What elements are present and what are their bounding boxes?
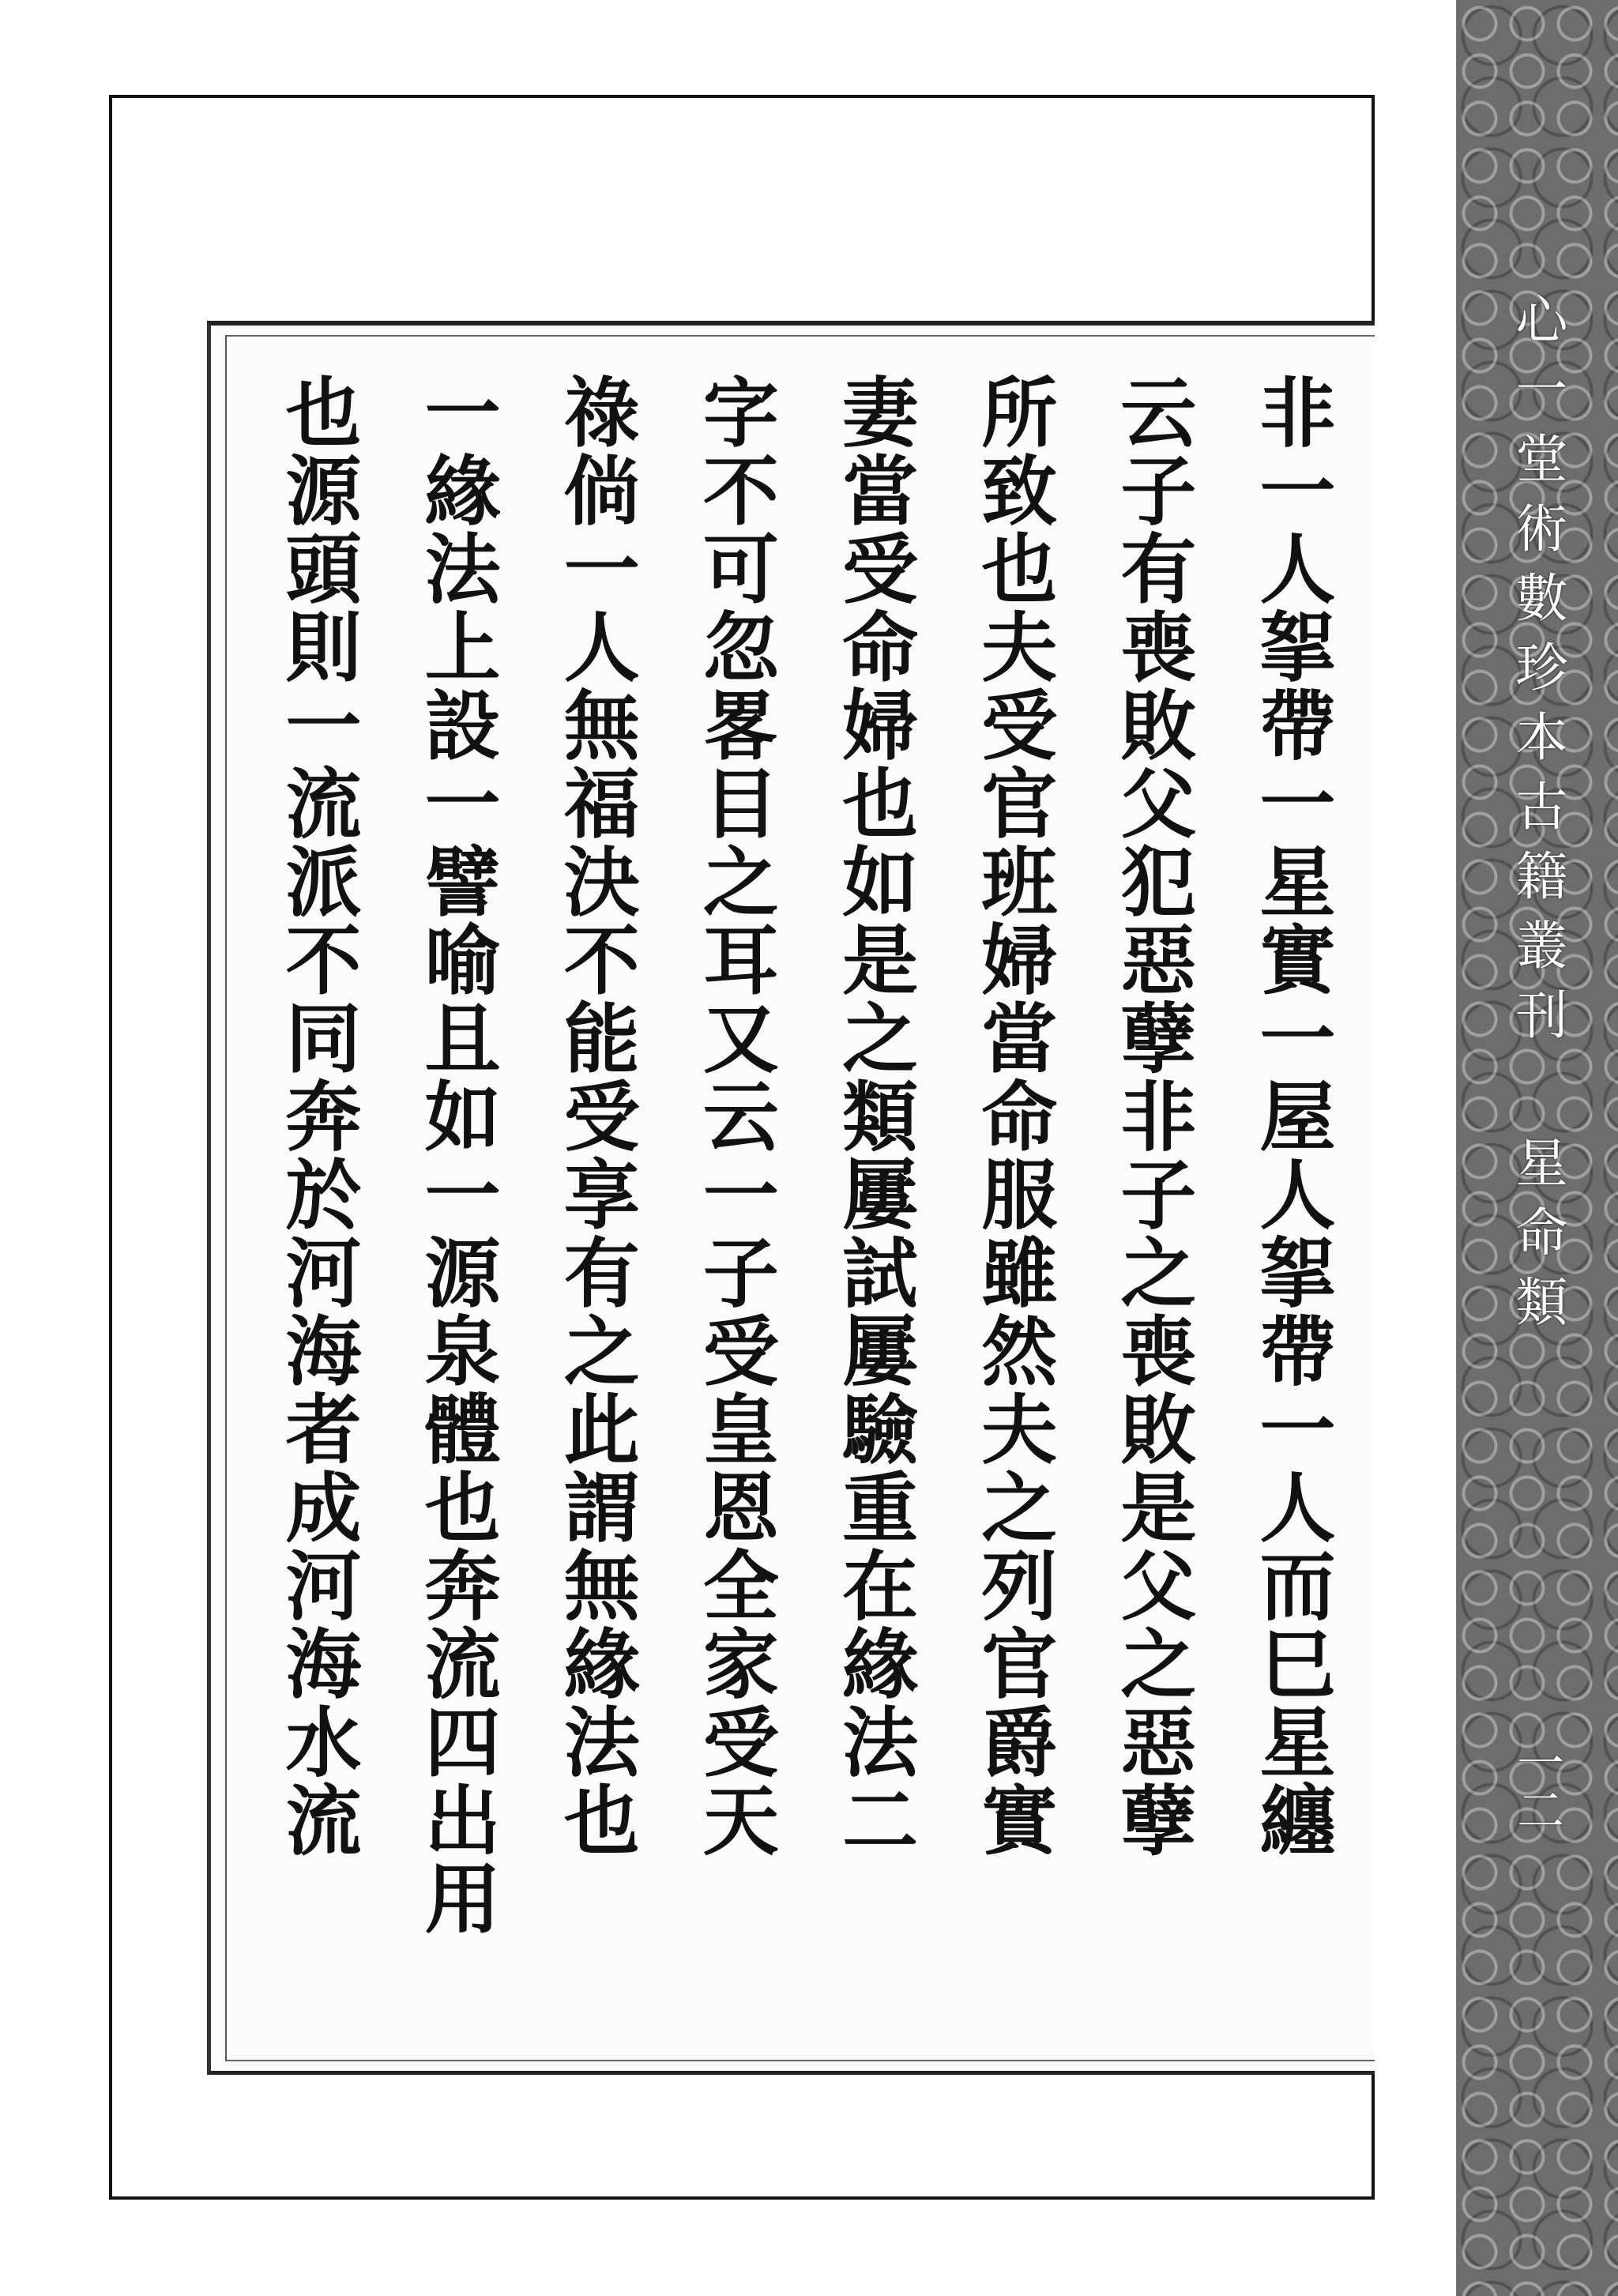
text-column-3: 所致也夫受官班婦當命服雖然夫之列官爵實 xyxy=(969,373,1059,1859)
text-column-1: 非一人挐帶一星實一屋人挐帶一人而巳星纏 xyxy=(1247,373,1337,1859)
series-title: 心一堂術數珍本古籍叢刊 星命類 xyxy=(1507,292,1567,1344)
text-column-6: 祿倘一人無福決不能受享有之此謂無緣法也 xyxy=(551,373,642,1859)
page-number: 一二 xyxy=(1509,1738,1564,1833)
text-column-2: 云子有喪敗父犯惡孽非子之喪敗是父之惡孽 xyxy=(1108,373,1198,1859)
text-column-5: 字不可忽畧目之耳又云一子受皇恩全家受天 xyxy=(690,373,781,1859)
text-column-7: 一緣法上設一譬喻且如一源泉體也奔流四出用 xyxy=(412,373,502,1937)
woodblock-page xyxy=(207,321,1375,2075)
text-columns xyxy=(258,373,1351,2039)
text-column-4: 妻當受命婦也如是之類屢試屢驗重在緣法二 xyxy=(830,373,920,1859)
plate-frame xyxy=(109,95,1375,2200)
text-column-8: 也源頭則一流派不同奔於河海者成河海水流 xyxy=(273,373,363,1859)
